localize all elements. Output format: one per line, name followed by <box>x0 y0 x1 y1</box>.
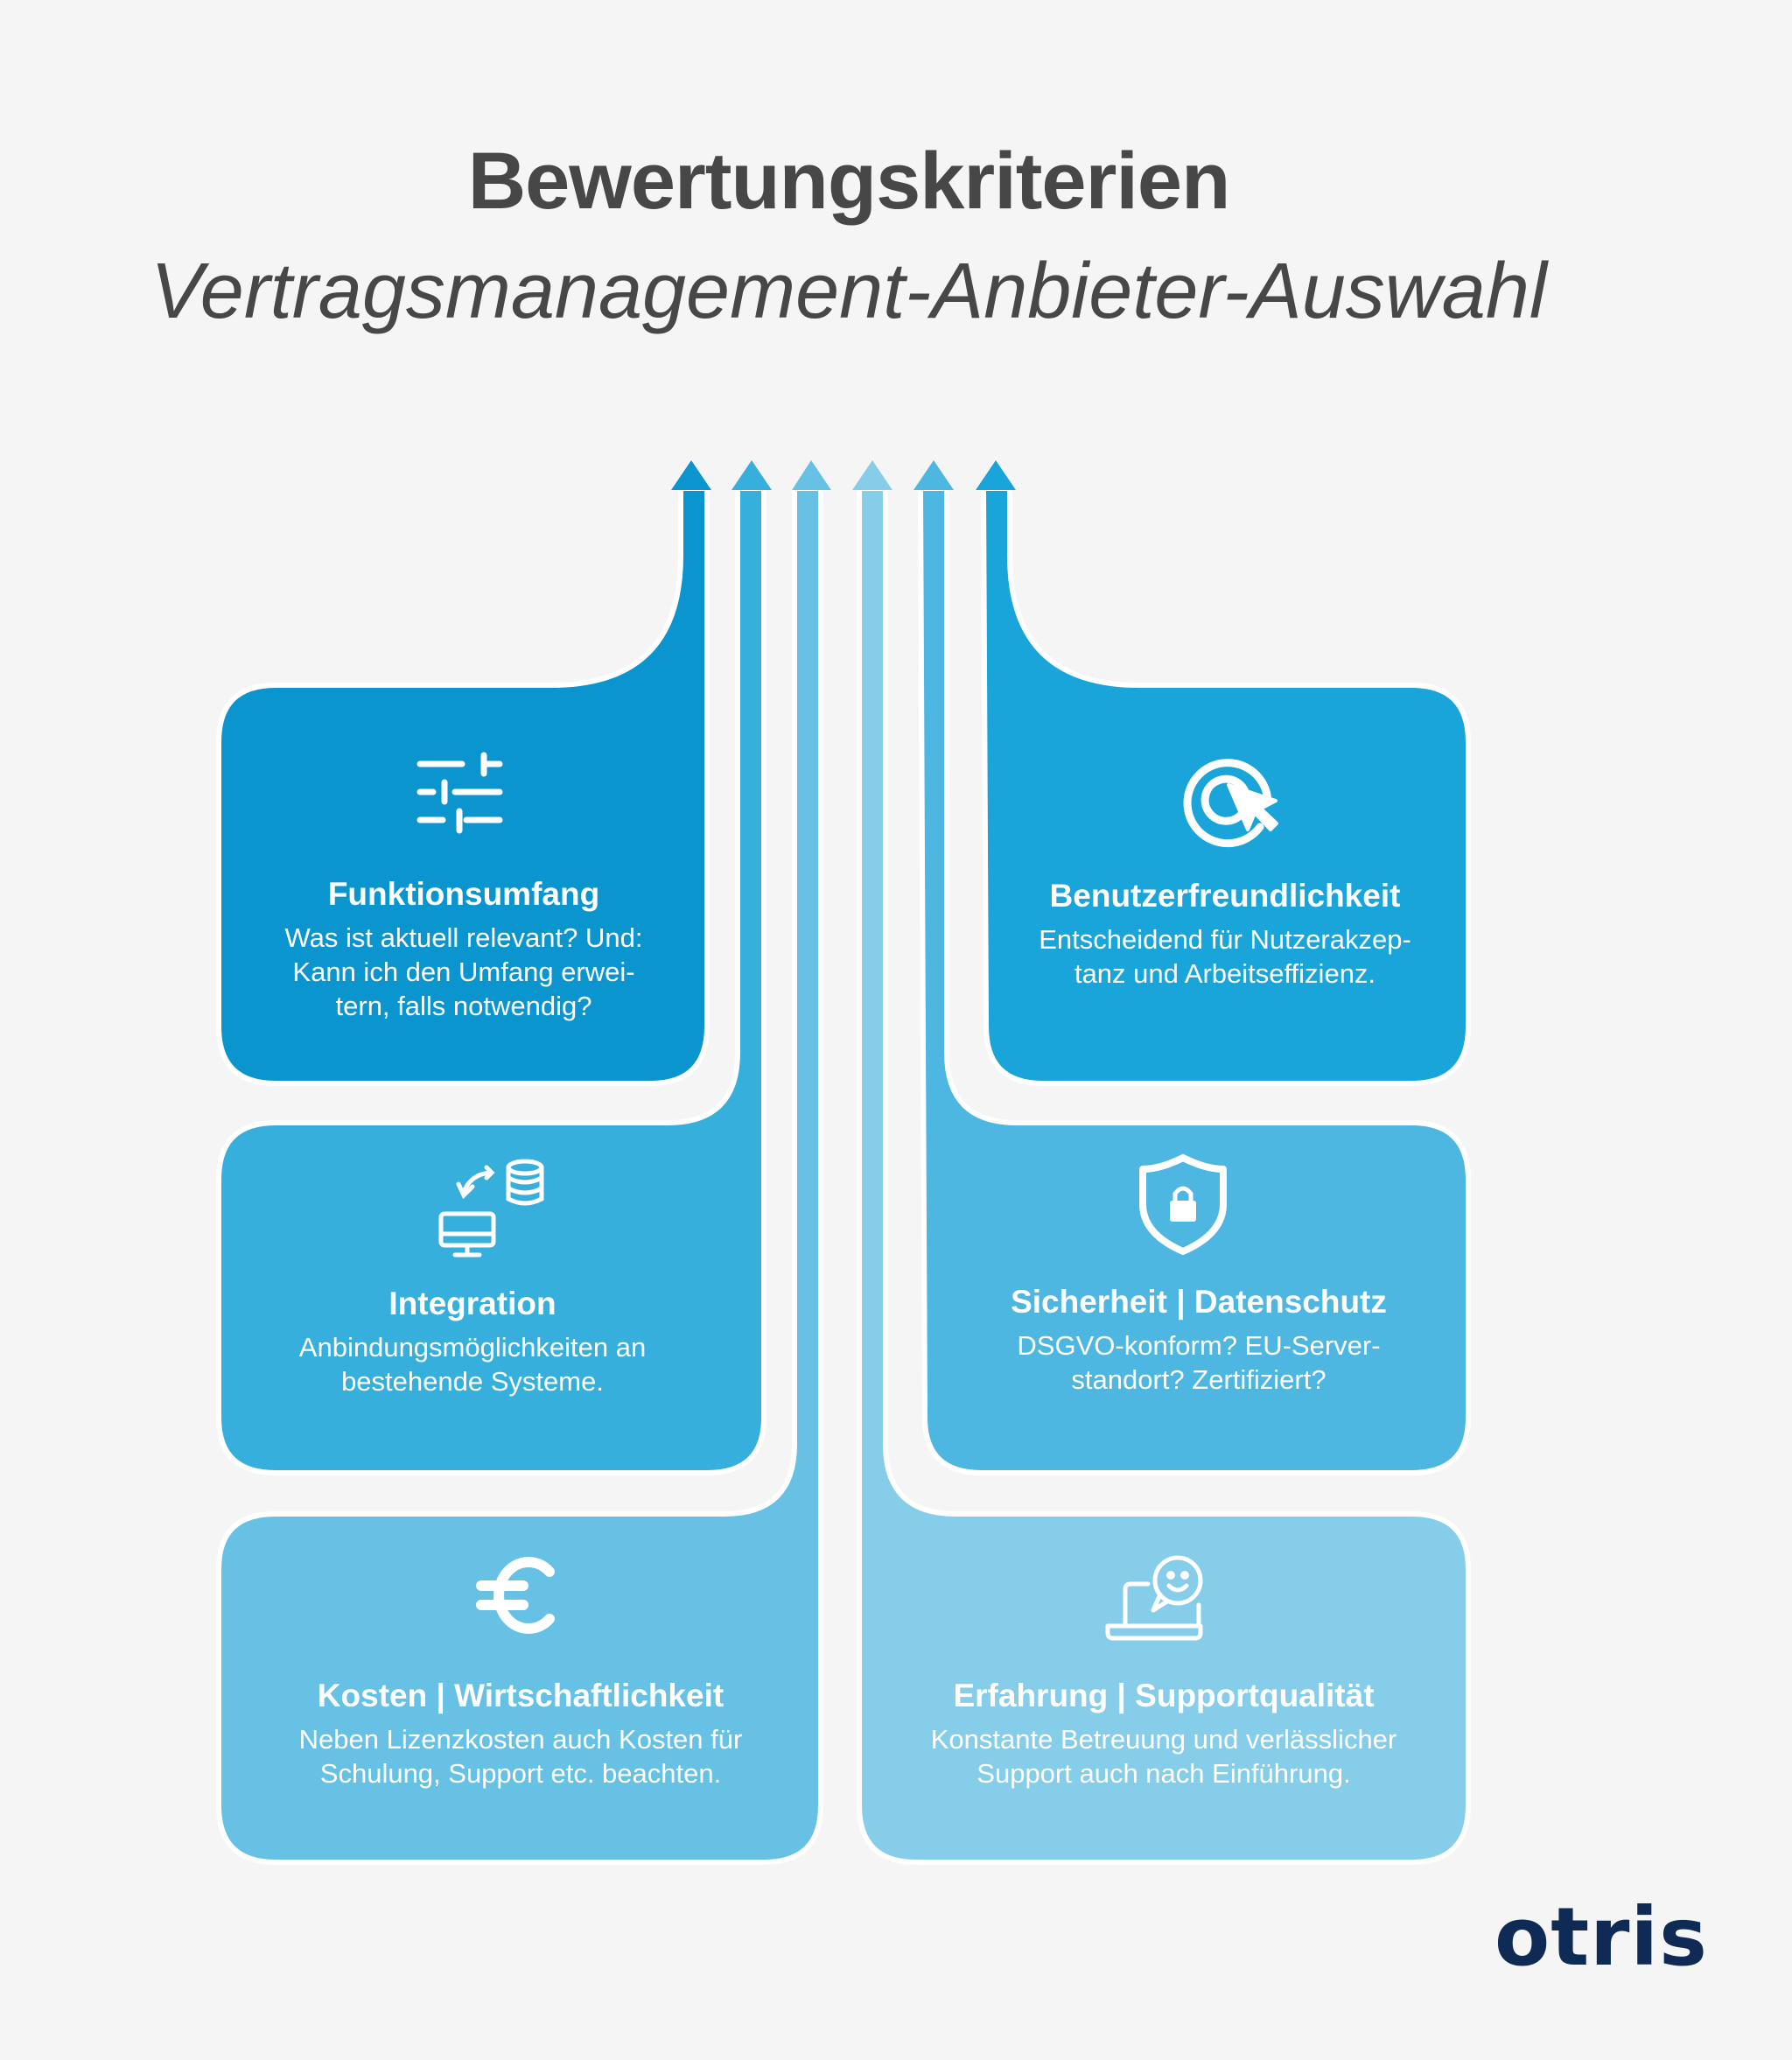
arrow-head-2 <box>976 460 1016 490</box>
arrow-head-1 <box>671 460 711 490</box>
card-description: Entscheidend für Nutzerakzep- tanz und Arbeitseffizienz. <box>1039 924 1411 989</box>
arrow-head-6 <box>852 460 892 490</box>
card-title: Kosten | Wirtschaftlichkeit <box>317 1678 724 1713</box>
card-description: Neben Lizenzkosten auch Kosten für Schulung, Support etc. beachten. <box>298 1724 743 1789</box>
card-kosten <box>254 1677 788 1790</box>
otris-logo: otris <box>1494 1890 1708 1984</box>
card-description: Anbindungsmöglichkeiten an bestehende Systeme. <box>298 1332 647 1397</box>
arrow-head-4 <box>914 460 954 490</box>
card-funktionsumfang <box>245 875 682 1023</box>
card-integration <box>254 1285 691 1398</box>
card-sicherheit <box>980 1283 1418 1397</box>
sliders-icon <box>420 755 500 830</box>
page-subtitle: Vertragsmanagement-Anbieter-Auswahl <box>150 248 1547 335</box>
page-title: Bewertungskriterien <box>467 137 1230 226</box>
card-description: DSGVO-konform? EU-Server- standort? Zertifiziert? <box>1017 1330 1381 1395</box>
card-title: Sicherheit | Datenschutz <box>1011 1284 1387 1320</box>
arrow-head-5 <box>792 460 831 490</box>
card-description: Was ist aktuell relevant? Und: Kann ich den Umfang erwei- tern, falls notwendig? <box>284 922 643 1021</box>
arrow-head-3 <box>732 460 772 490</box>
card-title: Erfahrung | Supportqualität <box>953 1678 1375 1713</box>
card-erfahrung <box>892 1677 1435 1790</box>
card-title: Benutzerfreundlichkeit <box>1049 878 1401 914</box>
card-benutzerfreundlichkeit-shape <box>984 488 1468 1083</box>
card-description: Konstante Betreuung und verlässlicher Support auch nach Einführung. <box>930 1724 1397 1789</box>
card-title: Integration <box>388 1286 556 1321</box>
card-benutzerfreundlichkeit <box>1006 877 1444 991</box>
card-title: Funktionsumfang <box>327 876 600 912</box>
